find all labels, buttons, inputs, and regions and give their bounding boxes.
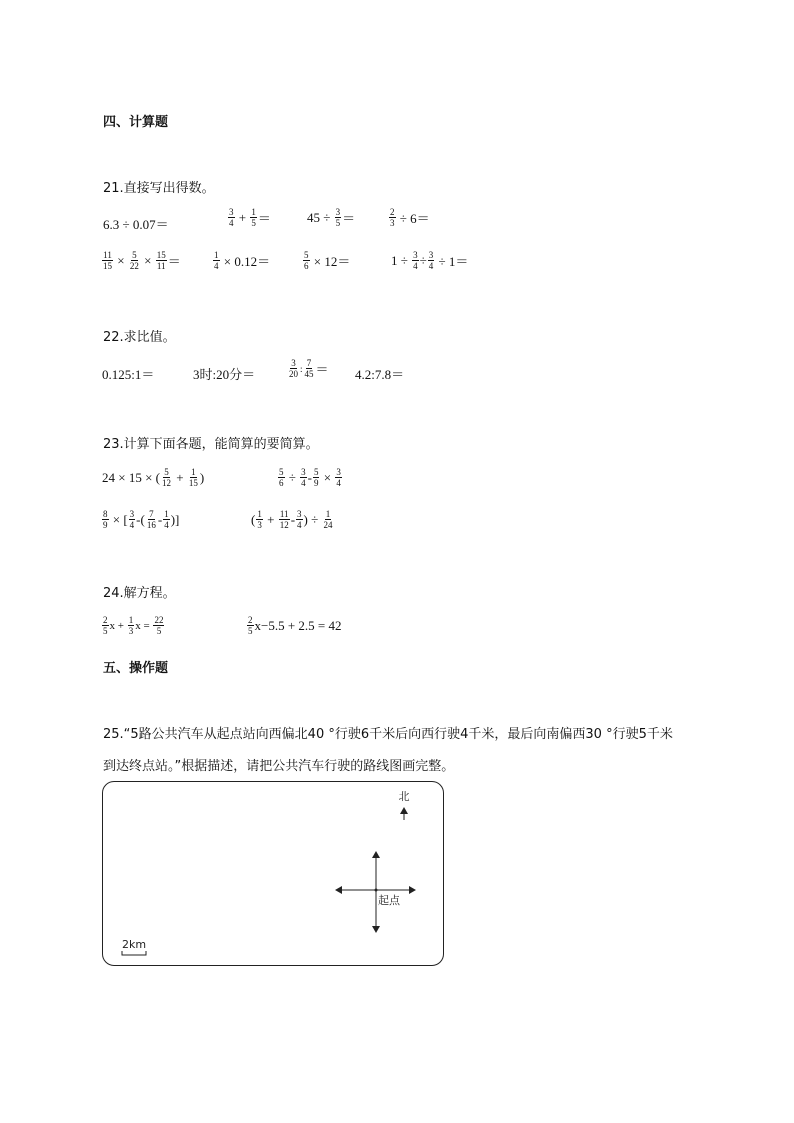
route-map bbox=[103, 782, 443, 965]
fraction: $\frac{1}{4}$ bbox=[164, 509, 169, 530]
q21-expr-8: 1 ÷ $\frac{3}{4}$ ÷ $\frac{3}{4}$ ÷ 1＝ bbox=[391, 250, 469, 271]
q24-equation-2: $\frac{2}{5}$ x−5.5 + 2.5 = 42 bbox=[248, 615, 342, 636]
fraction: $\frac{1}{3}$ bbox=[128, 615, 134, 636]
fraction: $\frac{11}{15}$ bbox=[103, 250, 112, 271]
q23-title: 23.计算下面各题，能简算的要简算。 bbox=[103, 437, 319, 452]
fraction: $\frac{1}{3}$ bbox=[257, 509, 262, 530]
q21-expr-1: 6.3 ÷ 0.07＝ bbox=[103, 217, 169, 232]
q21-expr-6: $\frac{1}{4}$ × 0.12＝ bbox=[214, 250, 271, 271]
fraction: $\frac{5}{22}$ bbox=[129, 250, 139, 271]
q23-expr-1: 24 × 15 × ( $\frac{5}{12}$ + $\frac{1}{15}$ ) bbox=[102, 467, 205, 488]
section-4-heading: 四、计算题 bbox=[103, 115, 169, 130]
fraction: $\frac{1}{24}$ bbox=[323, 509, 333, 530]
fraction: $\frac{2}{5}$ bbox=[248, 615, 253, 636]
q23-expr-3: $\frac{8}{9}$ × [ $\frac{3}{4}$ -( $\frac{7}{16}$ - $\frac{1}{4}$ )] bbox=[103, 509, 180, 530]
q21-expr-4: $\frac{2}{3}$ ÷ 6＝ bbox=[390, 207, 430, 228]
fraction: $\frac{1}{4}$ bbox=[214, 250, 219, 271]
q21-expr-3: 45 ÷ $\frac{3}{5}$ ＝ bbox=[307, 207, 356, 228]
fraction: $\frac{3}{4}$ bbox=[129, 509, 135, 530]
fraction: $\frac{3}{4}$ bbox=[413, 250, 418, 271]
q23-expr-2: $\frac{5}{6}$ ÷ $\frac{3}{4}$ - $\frac{5}{9}$ × $\frac{3}{4}$ bbox=[279, 467, 341, 488]
fraction: $\frac{22}{5}$ bbox=[154, 615, 164, 636]
fraction: $\frac{1}{5}$ bbox=[251, 207, 256, 228]
fraction: $\frac{5}{9}$ bbox=[313, 467, 319, 488]
route-map-box bbox=[102, 781, 444, 966]
fraction: $\frac{8}{9}$ bbox=[103, 509, 108, 530]
fraction: $\frac{11}{12}$ bbox=[279, 509, 289, 530]
fraction: $\frac{3}{4}$ bbox=[301, 467, 306, 488]
section-5-heading: 五、操作题 bbox=[103, 661, 169, 676]
q21-title: 21.直接写出得数。 bbox=[103, 181, 215, 196]
q25-text-line-2: 到达终点站。”根据描述，请把公共汽车行驶的路线图画完整。 bbox=[103, 759, 455, 774]
q22-expr-2: 3时:20分＝ bbox=[193, 367, 256, 382]
fraction: $\frac{5}{12}$ bbox=[162, 467, 171, 488]
fraction: $\frac{7}{45}$ bbox=[304, 358, 314, 379]
start-point bbox=[375, 889, 378, 892]
fraction: $\frac{3}{4}$ bbox=[297, 509, 302, 530]
fraction: $\frac{3}{4}$ bbox=[229, 207, 234, 228]
fraction: $\frac{5}{6}$ bbox=[279, 467, 284, 488]
q24-equation-1: $\frac{2}{5}$ x + $\frac{1}{3}$ x = $\frac{22}{5}$ bbox=[103, 615, 164, 636]
fraction: $\frac{7}{16}$ bbox=[146, 509, 156, 530]
fraction: $\frac{1}{15}$ bbox=[188, 467, 198, 488]
fraction: $\frac{15}{11}$ bbox=[156, 250, 166, 271]
q22-expr-3: $\frac{3}{20}$ : $\frac{7}{45}$ ＝ bbox=[289, 358, 329, 379]
scale-label: 2km bbox=[122, 938, 147, 951]
q21-expr-7: $\frac{5}{6}$ × 12＝ bbox=[304, 250, 351, 271]
q21-expr-5: $\frac{11}{15}$ × $\frac{5}{22}$ × $\frac{15}{11}$ ＝ bbox=[103, 250, 181, 271]
fraction: $\frac{5}{6}$ bbox=[304, 250, 309, 271]
q23-expr-4: ( $\frac{1}{3}$ + $\frac{11}{12}$ - $\frac{3}{4}$ ) ÷ $\frac{1}{24}$ bbox=[251, 509, 333, 530]
north-label: 北 bbox=[398, 790, 410, 803]
q22-expr-4: 4.2:7.8＝ bbox=[355, 367, 405, 382]
fraction: $\frac{3}{5}$ bbox=[335, 207, 341, 228]
q22-expr-1: 0.125:1＝ bbox=[102, 367, 155, 382]
fraction: $\frac{2}{5}$ bbox=[103, 615, 108, 636]
q24-title: 24.解方程。 bbox=[103, 586, 176, 601]
start-label: 起点 bbox=[378, 894, 400, 907]
q22-title: 22.求比值。 bbox=[103, 330, 176, 345]
fraction: $\frac{3}{20}$ bbox=[289, 358, 298, 379]
fraction: $\frac{3}{4}$ bbox=[428, 250, 434, 271]
q25-text-line-1: 25.“5路公共汽车从起点站向西偏北40 °行驶6千米后向西行驶4千米，最后向南偏西30 °行驶5千米 bbox=[103, 727, 673, 742]
q21-expr-2: $\frac{3}{4}$ + $\frac{1}{5}$ ＝ bbox=[229, 207, 271, 228]
scale-bar bbox=[122, 951, 146, 955]
fraction: $\frac{2}{3}$ bbox=[390, 207, 395, 228]
fraction: $\frac{3}{4}$ bbox=[336, 467, 341, 488]
